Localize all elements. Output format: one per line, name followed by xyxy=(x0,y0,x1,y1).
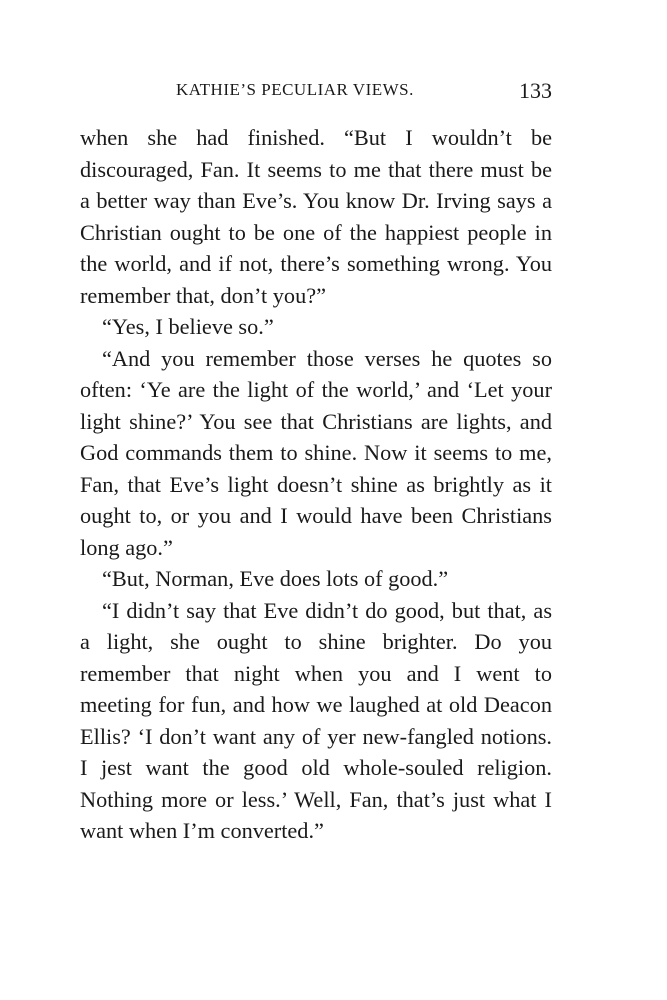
running-title: KATHIE’S PECULIAR VIEWS. xyxy=(176,80,414,99)
paragraph: “Yes, I believe so.” xyxy=(102,314,274,339)
page-number: 133 xyxy=(519,78,552,103)
paragraph: “I didn’t say that Eve didn’t do good, but that, as a light, she ought to shine brighter. Do you remember that night when you and I went to meeting for fun, and how we laughed at old Deacon Ellis? ‘I don’t want any of yer new-fangled notions. I jest want the good old whole-souled religion. Nothing more or less.’ Well, Fan, that’s just what I want when I’m converted.” xyxy=(80,597,552,843)
running-head xyxy=(80,78,552,108)
paragraph: when she had finished. “But I wouldn’t be discouraged, Fan. It seems to me that there must be a better way than Eve’s. You know Dr. Irving says a Christian ought to be one of the happiest people in the world, and if not, there’s something wrong. You remember that, don’t you?” xyxy=(80,125,552,308)
paragraph: “But, Norman, Eve does lots of good.” xyxy=(102,566,449,591)
paragraph: “And you remember those verses he quotes so often: ‘Ye are the light of the world,’ and ‘Let your light shine?’ You see that Christians are lights, and God commands them to shine. Now it seems to me, Fan, that Eve’s light doesn’t shine as brightly as it ought to, or you and I would have been Christians long ago.” xyxy=(80,345,552,560)
body-text xyxy=(80,122,552,847)
